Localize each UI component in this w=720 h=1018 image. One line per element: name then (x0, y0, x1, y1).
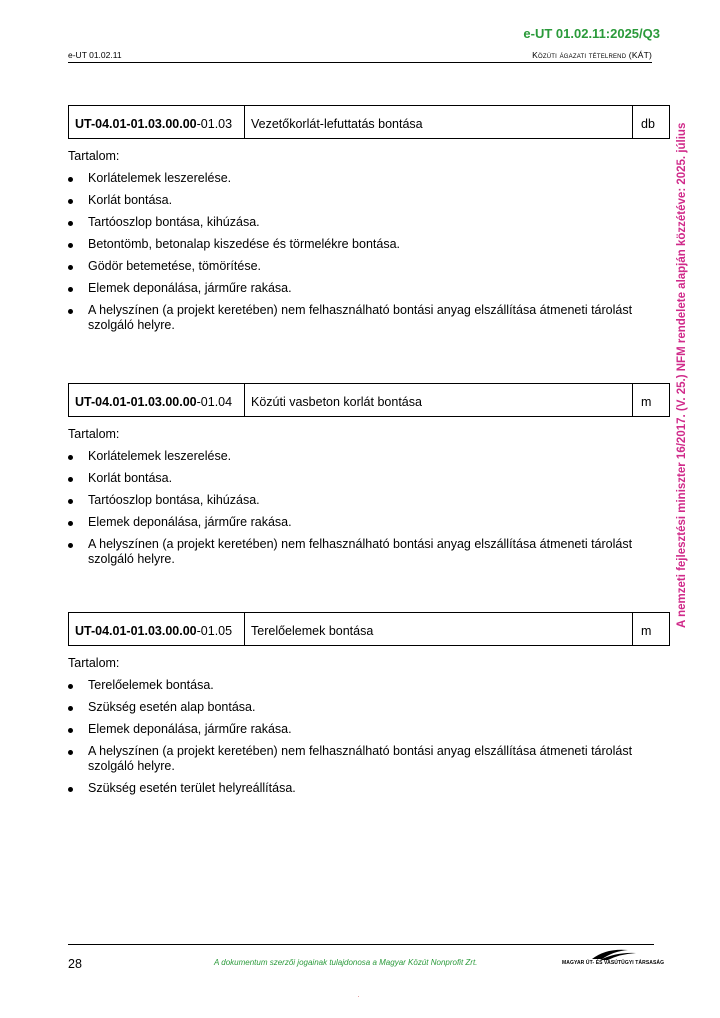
item-name: Terelőelemek bontása (245, 613, 633, 645)
item-name: Közúti vasbeton korlát bontása (245, 384, 633, 416)
publication-note: A nemzeti fejlesztési miniszter 16/2017. (V. 25.) NFM rendelete alapján közzétéve: 2025. július (676, 122, 688, 628)
item-code (69, 106, 245, 138)
header-left: e-UT 01.02.11 (68, 50, 122, 60)
list-item: Gödör betemetése, tömörítése. (68, 259, 648, 274)
bullet-icon (68, 521, 73, 526)
scan-artifact (358, 996, 359, 997)
list-item: Elemek deponálása, járműre rakása. (68, 722, 648, 737)
content-label: Tartalom: (68, 656, 120, 670)
list-item: Tartóoszlop bontása, kihúzása. (68, 493, 648, 508)
item-table (68, 383, 670, 417)
item-code-suffix: -01.03 (196, 117, 233, 131)
bullet-icon (68, 199, 73, 204)
page-number: 28 (68, 957, 82, 971)
content-label: Tartalom: (68, 149, 120, 163)
list-item: Terelőelemek bontása. (68, 678, 648, 693)
content-list (68, 171, 670, 333)
logo-text: MAGYAR ÚT- ÉS VASÚTÜGYI TÁRSASÁG (562, 960, 665, 966)
item-section-1 (68, 105, 670, 340)
item-table (68, 105, 670, 139)
list-item: Korlátelemek leszerelése. (68, 171, 648, 186)
bullet-icon (68, 750, 73, 755)
page-header (68, 50, 652, 63)
item-name: Vezetőkorlát-lefuttatás bontása (245, 106, 633, 138)
list-item: Elemek deponálása, járműre rakása. (68, 515, 648, 530)
item-code-suffix: -01.04 (196, 395, 233, 409)
list-item: A helyszínen (a projekt keretében) nem felhasználható bontási anyag elszállítása átmeneti tárolást szolgáló helyre. (68, 537, 648, 567)
bullet-icon (68, 177, 73, 182)
bullet-icon (68, 455, 73, 460)
list-item: A helyszínen (a projekt keretében) nem felhasználható bontási anyag elszállítása átmeneti tárolást szolgáló helyre. (68, 744, 648, 774)
bullet-icon (68, 309, 73, 314)
item-unit: m (641, 395, 652, 409)
header-right: Közúti ágazati tételrend (KÁT) (532, 50, 652, 60)
item-table (68, 612, 670, 646)
bullet-icon (68, 543, 73, 548)
item-section-3 (68, 612, 670, 803)
list-item: A helyszínen (a projekt keretében) nem felhasználható bontási anyag elszállítása átmeneti tárolást szolgáló helyre. (68, 303, 648, 333)
list-item: Szükség esetén alap bontása. (68, 700, 648, 715)
bullet-icon (68, 706, 73, 711)
item-unit: m (641, 624, 652, 638)
content-list (68, 449, 670, 567)
bullet-icon (68, 787, 73, 792)
item-code-suffix: -01.05 (196, 624, 233, 638)
list-item: Tartóoszlop bontása, kihúzása. (68, 215, 648, 230)
item-section-2 (68, 383, 670, 574)
document-code: e-UT 01.02.11:2025/Q3 (523, 26, 660, 41)
list-item: Korlát bontása. (68, 471, 648, 486)
bullet-icon (68, 728, 73, 733)
footer-divider (68, 944, 654, 945)
bullet-icon (68, 684, 73, 689)
item-code (69, 613, 245, 645)
copyright-note: A dokumentum szerzői jogainak tulajdonosa a Magyar Közút Nonprofit Zrt. (214, 958, 478, 967)
bullet-icon (68, 221, 73, 226)
list-item: Korlátelemek leszerelése. (68, 449, 648, 464)
item-unit: db (641, 117, 655, 131)
bullet-icon (68, 477, 73, 482)
list-item: Betontömb, betonalap kiszedése és törmelékre bontása. (68, 237, 648, 252)
list-item: Szükség esetén terület helyreállítása. (68, 781, 648, 796)
item-code-main: UT-04.01-01.03.00.00 (75, 624, 197, 638)
list-item: Elemek deponálása, járműre rakása. (68, 281, 648, 296)
item-code-main: UT-04.01-01.03.00.00 (75, 395, 197, 409)
item-code-main: UT-04.01-01.03.00.00 (75, 117, 197, 131)
bullet-icon (68, 265, 73, 270)
content-label: Tartalom: (68, 427, 120, 441)
organization-logo (562, 946, 665, 970)
item-code (69, 384, 245, 416)
bullet-icon (68, 243, 73, 248)
bullet-icon (68, 287, 73, 292)
bullet-icon (68, 499, 73, 504)
content-list (68, 678, 670, 796)
list-item: Korlát bontása. (68, 193, 648, 208)
